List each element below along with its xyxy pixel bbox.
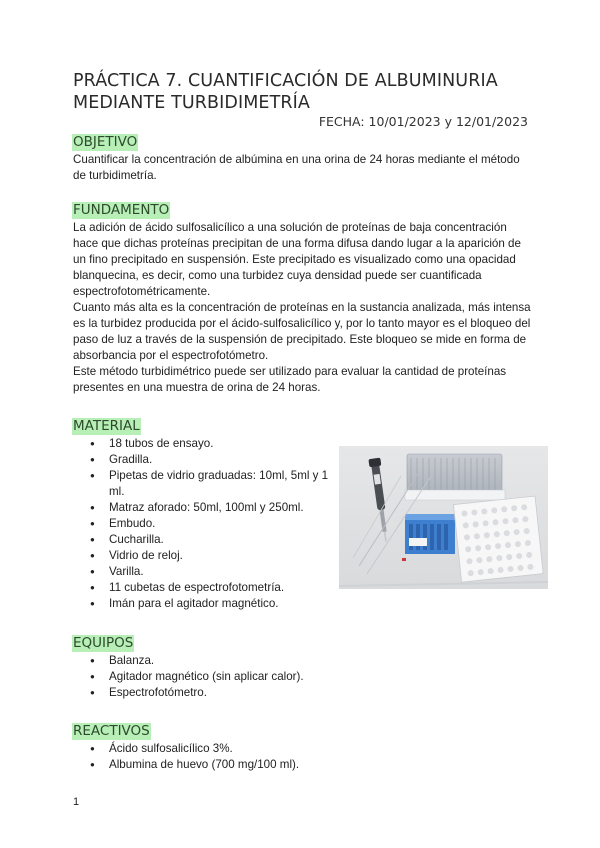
reactivos-list xyxy=(73,741,473,773)
list-item: ● Albumina de huevo (700 mg/100 ml). xyxy=(73,757,473,773)
list-item: ● 11 cubetas de espectrofotometría. xyxy=(73,580,343,596)
list-item: ● Balanza. xyxy=(73,653,473,669)
list-item: ● Imán para el agitador magnético. xyxy=(73,596,343,612)
fundamento-heading: FUNDAMENTO xyxy=(73,202,170,218)
fundamento-text xyxy=(73,220,531,396)
fundamento-paragraph-2: Cuanto más alta es la concentración de proteínas en la sustancia analizada, más intensa es la turbidez producida por el ácido-sulfosalicílico y, por lo tanto mayor es el bloqueo del paso de luz a través de la suspensión de precipitado. Este bloqueo se mide en forma de absorbancia por el espectrofotómetro. xyxy=(73,301,531,362)
page-number: 1 xyxy=(73,796,80,808)
list-item: ● Gradilla. xyxy=(73,452,343,468)
objetivo-text xyxy=(73,152,531,184)
equipos-heading: EQUIPOS xyxy=(73,635,134,651)
list-item: ● Pipetas de vidrio graduadas: 10ml, 5ml y 1 ml. xyxy=(73,468,343,500)
objetivo-paragraph: Cuantificar la concentración de albúmina en una orina de 24 horas mediante el método de turbidimetría. xyxy=(73,153,520,182)
fundamento-paragraph-3: Este método turbidimétrico puede ser utilizado para evaluar la cantidad de proteínas presentes en una muestra de orina de 24 horas. xyxy=(73,365,507,394)
lab-material-photo xyxy=(339,446,548,589)
list-item: ● Cucharilla. xyxy=(73,532,343,548)
material-heading: MATERIAL xyxy=(73,418,140,434)
list-item: ● Varilla. xyxy=(73,564,343,580)
list-item: ● Espectrofotómetro. xyxy=(73,685,473,701)
list-item: ● Embudo. xyxy=(73,516,343,532)
list-item: ● Ácido sulfosalicílico 3%. xyxy=(73,741,473,757)
material-list xyxy=(73,436,343,612)
equipos-list xyxy=(73,653,473,701)
list-item: ● 18 tubos de ensayo. xyxy=(73,436,343,452)
list-item: ● Vidrio de reloj. xyxy=(73,548,343,564)
reactivos-heading: REACTIVOS xyxy=(73,723,150,739)
fundamento-paragraph-1: La adición de ácido sulfosalicílico a una solución de proteínas de baja concentración hace que dichas proteínas precipitan de una forma difusa dando lugar a la aparición de un fino precipitado en suspensión. Este precipitado es visualizado como una opacidad blanquecina, es decir, como una turbidez cuya densidad puede ser cuantificada espectrofotométricamente. xyxy=(73,221,521,298)
list-item: ● Agitador magnético (sin aplicar calor). xyxy=(73,669,473,685)
date-line: FECHA: 10/01/2023 y 12/01/2023 xyxy=(318,114,528,129)
objetivo-heading: OBJETIVO xyxy=(73,134,138,150)
list-item: ● Matraz aforado: 50ml, 100ml y 250ml. xyxy=(73,500,343,516)
document-title: PRÁCTICA 7. CUANTIFICACIÓN DE ALBUMINURIA MEDIANTE TURBIDIMETRÍA xyxy=(73,71,498,113)
